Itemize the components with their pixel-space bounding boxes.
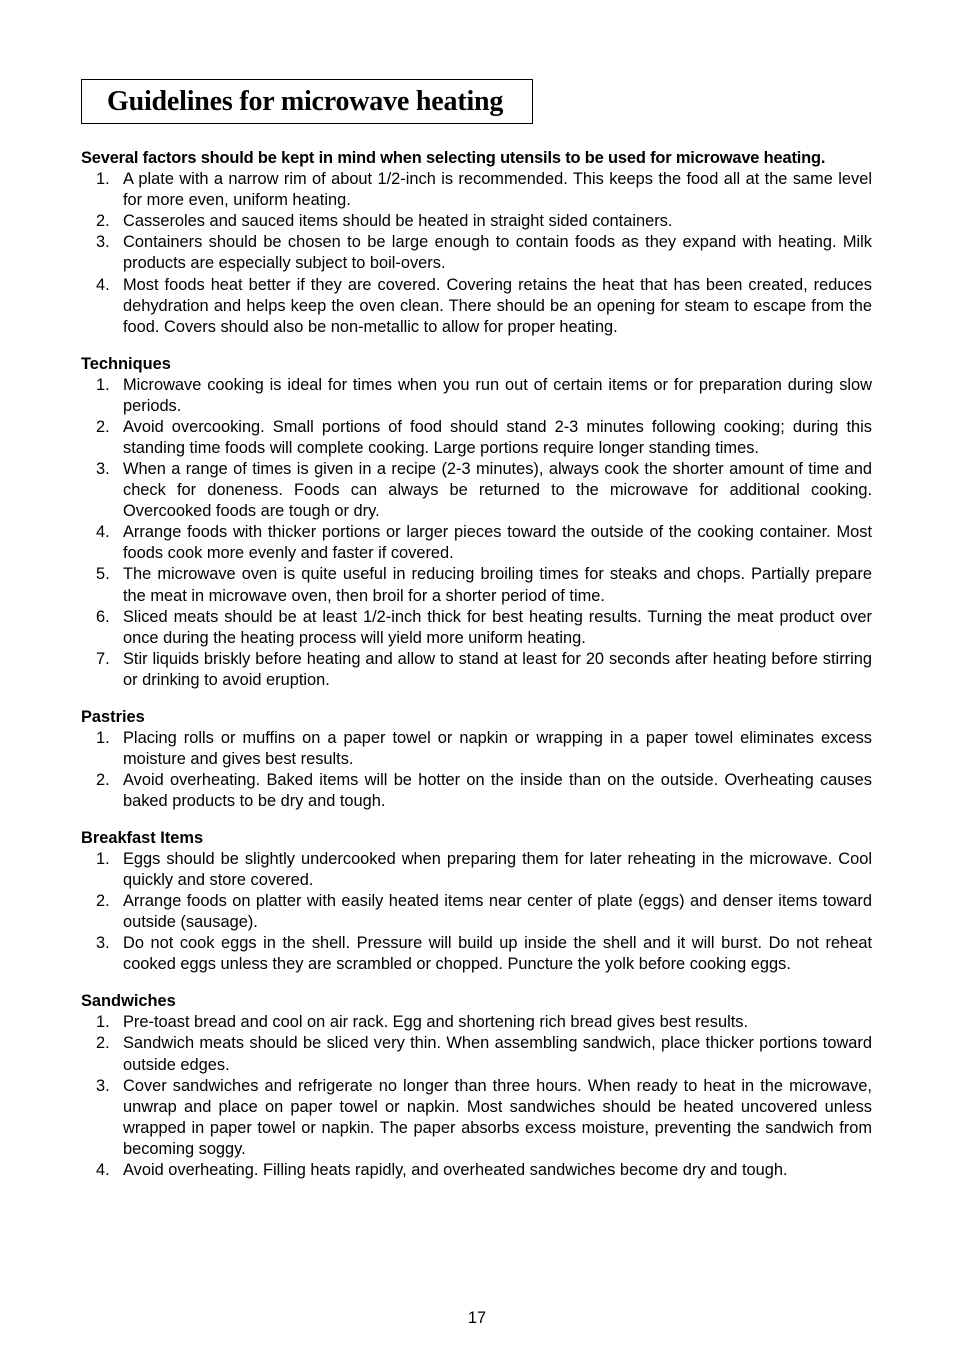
- section-heading: Sandwiches: [81, 992, 176, 1011]
- list-item: [81, 169, 872, 211]
- list-text: Placing rolls or muffins on a paper towel or napkin or wrapping in a paper towel eliminates excess moisture and gives best results.: [123, 728, 872, 768]
- list-number: 7.: [96, 649, 110, 668]
- list-number: 2.: [96, 1034, 110, 1053]
- intro-list: [81, 169, 872, 338]
- title-box: [81, 79, 533, 124]
- list-text: Cover sandwiches and refrigerate no longer than three hours. When ready to heat in the microwave, unwrap and place on paper towel or napkin. Most sandwiches should be heated uncovered unless wrapped in paper towel or napkin. The paper absorbs excess moisture, preventing the sandwich from becoming soggy.: [123, 1076, 872, 1158]
- sandwiches-list: [81, 1012, 872, 1181]
- page-number: 17: [467, 1309, 487, 1327]
- list-text: Avoid overheating. Baked items will be hotter on the inside than on the outside. Overheating causes baked products to be dry and tough.: [123, 771, 872, 811]
- list-item: [81, 891, 872, 933]
- list-number: 5.: [96, 565, 110, 584]
- list-item: [81, 933, 872, 975]
- list-number: 2.: [96, 892, 110, 911]
- list-item: [81, 459, 872, 522]
- section-techniques: [81, 354, 872, 692]
- list-number: 3.: [96, 233, 110, 252]
- list-number: 6.: [96, 607, 110, 626]
- intro-text: Several factors should be kept in mind when selecting utensils to be used for microwave heating.: [81, 149, 826, 167]
- list-item: [81, 417, 872, 459]
- list-number: 1.: [96, 170, 110, 189]
- list-number: 3.: [96, 1076, 110, 1095]
- list-text: Containers should be chosen to be large enough to contain foods as they expand with heating. Milk products are especially subject to boil-overs.: [123, 233, 872, 273]
- list-text: The microwave oven is quite useful in reducing broiling times for steaks and chops. Partially prepare the meat in microwave oven, then broil for a shorter period of time.: [123, 565, 872, 605]
- list-item: [81, 211, 872, 232]
- list-text: Microwave cooking is ideal for times when you run out of certain items or for preparation during slow periods.: [123, 375, 872, 415]
- list-number: 3.: [96, 934, 110, 953]
- section-pastries: [81, 707, 872, 812]
- list-item: [81, 522, 872, 564]
- list-item: [81, 728, 872, 770]
- list-number: 1.: [96, 849, 110, 868]
- list-item: [81, 1012, 872, 1033]
- page-title: Guidelines for microwave heating: [107, 85, 504, 117]
- list-number: 1.: [96, 728, 110, 747]
- list-number: 2.: [96, 212, 110, 231]
- list-text: A plate with a narrow rim of about 1/2-inch is recommended. This keeps the food all at the same level for more even, uniform heating.: [123, 170, 872, 210]
- section-heading: Techniques: [81, 354, 171, 373]
- list-text: Sandwich meats should be sliced very thin. When assembling sandwich, place thicker portions toward outside edges.: [123, 1034, 872, 1074]
- list-number: 2.: [96, 771, 110, 789]
- list-number: 4.: [96, 1160, 110, 1179]
- section-breakfast-items: [81, 828, 872, 976]
- list-number: 4.: [96, 523, 110, 542]
- list-text: When a range of times is given in a recipe (2-3 minutes), always cook the shorter amount of time and check for doneness. Foods can always be returned to the microwave for additional cooking. Overcooked foods are tough or dry.: [123, 460, 872, 521]
- list-item: [81, 849, 872, 891]
- list-text: Arrange foods on platter with easily heated items near center of plate (eggs) and denser items toward outside (sausage).: [123, 892, 872, 932]
- section-sandwiches: [81, 991, 872, 1181]
- list-text: Arrange foods with thicker portions or larger pieces toward the outside of the cooking container. Most foods cook more evenly and faster if covered.: [123, 523, 872, 563]
- list-number: 1.: [96, 375, 110, 394]
- list-text: Pre-toast bread and cool on air rack. Egg and shortening rich bread gives best results.: [123, 1013, 749, 1032]
- list-number: 3.: [96, 460, 110, 478]
- breakfast-list: [81, 849, 872, 976]
- section-heading: Breakfast Items: [81, 828, 204, 847]
- list-item: [81, 1160, 872, 1181]
- list-number: 4.: [96, 275, 110, 294]
- techniques-list: [81, 375, 872, 691]
- document-body: [81, 148, 872, 1181]
- list-item: [81, 275, 872, 338]
- section-heading: Pastries: [81, 707, 145, 726]
- list-text: Sliced meats should be at least 1/2-inch thick for best heating results. Turning the meat product over once during the heating process will yield more uniform heating.: [123, 607, 872, 647]
- list-text: Avoid overheating. Filling heats rapidly, and overheated sandwiches become dry and tough.: [123, 1160, 788, 1179]
- list-item: [81, 232, 872, 274]
- list-item: [81, 1033, 872, 1075]
- list-item: [81, 770, 872, 812]
- list-text: Most foods heat better if they are covered. Covering retains the heat that has been created, reduces dehydration and helps keep the oven clean. There should be an opening for steam to escape from the food. Covers should also be non-metallic to allow for proper heating.: [123, 275, 872, 336]
- list-number: 1.: [96, 1013, 110, 1032]
- list-text: Eggs should be slightly undercooked when preparing them for later reheating in the microwave. Cool quickly and store covered.: [123, 849, 872, 890]
- pastries-list: [81, 728, 872, 812]
- list-text: Casseroles and sauced items should be heated in straight sided containers.: [123, 212, 673, 231]
- list-text: Stir liquids briskly before heating and allow to stand at least for 20 seconds after heating before stirring or drinking to avoid eruption.: [123, 649, 872, 689]
- list-item: [81, 564, 872, 606]
- list-text: Do not cook eggs in the shell. Pressure will build up inside the shell and it will burst. Do not reheat cooked eggs unless they are scrambled or chopped. Puncture the yolk before cooking eggs.: [123, 934, 872, 974]
- list-number: 2.: [96, 417, 110, 436]
- list-item: [81, 649, 872, 691]
- list-item: [81, 1076, 872, 1160]
- list-item: [81, 375, 872, 417]
- list-item: [81, 607, 872, 649]
- list-text: Avoid overcooking. Small portions of food should stand 2-3 minutes following cooking; during this standing time foods will complete cooking. Large portions require longer standing times.: [123, 417, 872, 457]
